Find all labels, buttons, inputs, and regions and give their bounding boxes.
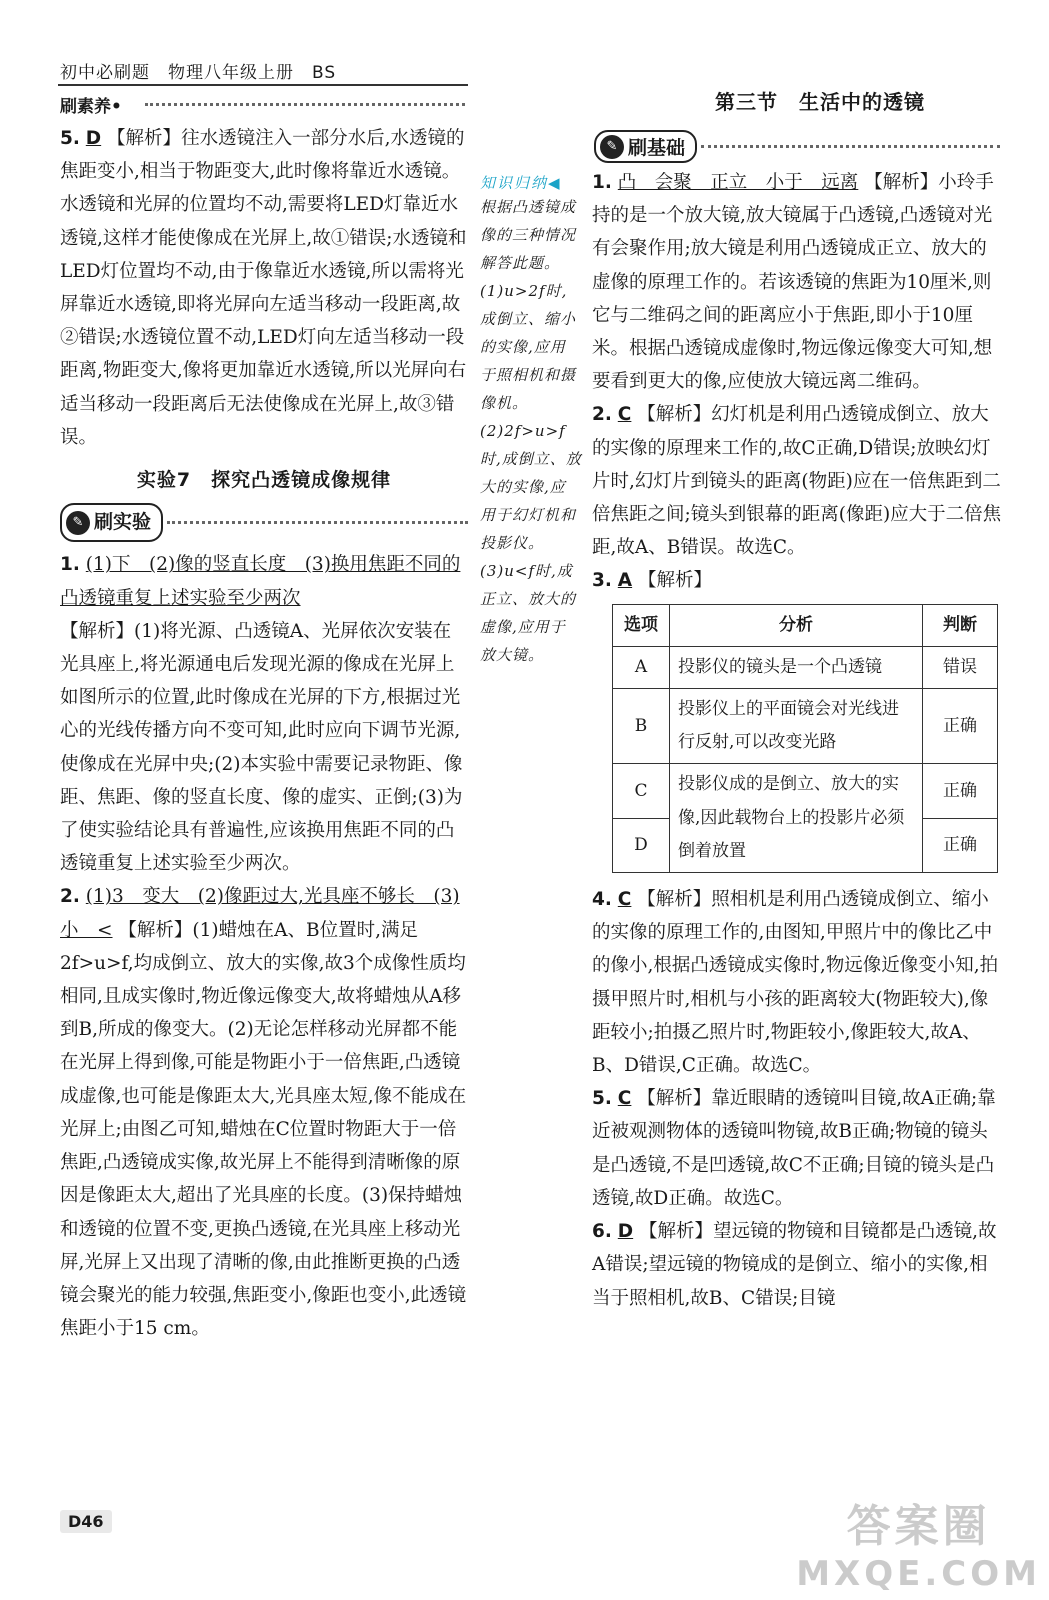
section-badge-shuasuyang: 刷素养• <box>60 97 122 117</box>
analysis-text: (1)蜡烛在A、B位置时,满足2f>u>f,均成倒立、放大的实像,故3个成像性质均相同,且成实像时,物近像远像变大,故将蜡烛从A移到B,所成的像变大。(2)无论怎样移动光屏都不能在光屏上得到像,可能是物距小于一倍焦距,凸透镜成虚像,也可能是像距太大,光具座太短,像不能成在光屏上;由图乙可知,蜡烛在C位置时物距大于一倍焦距,凸透镜成实像,故光屏上不能得到清晰像的原因是像距太大,超出了光具座的长度。(3)保持蜡烛和透镜的位置不变,更换凸透镜,在光具座上移动光屏,光屏上又出现了清晰的像,由此推断更换的凸透镜会聚光的能力较强,焦距变小,像距也变小,此透镜焦距小于15 cm。 <box>60 919 467 1340</box>
analysis-label: 【解析】 <box>638 570 713 592</box>
sidebar-line: 像机。 <box>480 394 529 412</box>
question-number: 6. <box>592 1221 612 1243</box>
option-cell: D <box>613 818 670 872</box>
analysis-label: 【解析】 <box>864 172 939 193</box>
answer-block-q1 <box>592 166 1002 398</box>
question-number: 1. <box>592 172 612 193</box>
analysis-text: 望远镜的物镜和目镜都是凸透镜,故A错误;望远镜的物镜成的是倒立、缩小的实像,相当于照相机,故B、C错误;目镜 <box>592 1221 997 1309</box>
answer-block-q5 <box>592 1082 1002 1215</box>
analysis-label: 【解析】 <box>637 889 712 911</box>
answer-block-q4 <box>592 883 1002 1082</box>
question-number: 2. <box>60 886 80 908</box>
brush-icon: ✎ <box>600 135 624 159</box>
analysis-table <box>612 604 998 873</box>
answer-letter: D <box>617 1221 634 1243</box>
analysis-text: 照相机是利用凸透镜成倒立、缩小的实像的原理工作的,由图知,甲照片中的像比乙中的像小,根据凸透镜成实像时,物远像近像变小知,拍摄甲照片时,相机与小孩的距离较大(物距较大),像距较小;拍摄乙照片时,物距较小,像距较大,故A、B、D错误,C正确。故选C。 <box>592 889 999 1077</box>
answer-block-exp-q1 <box>60 548 468 880</box>
column-header: 判断 <box>923 604 998 646</box>
answer-letter: D <box>85 128 102 149</box>
watermark-line2: MXQE.COM <box>796 1554 1041 1594</box>
analysis-label: 【解析】 <box>639 1221 714 1243</box>
header-divider <box>58 84 468 86</box>
sidebar-line: 大的实像,应 <box>480 478 566 496</box>
answer-text: (1)3 变大 (2)像距过大,光具座不够长 (3)小 < <box>60 886 460 941</box>
answer-block-q2 <box>592 398 1002 564</box>
sidebar-line: 的实像,应用 <box>480 338 566 356</box>
basic-badge-row <box>594 130 1000 163</box>
sidebar-line: (1)u>2f时, <box>480 282 568 300</box>
sidebar-line: 成倒立、缩小 <box>480 310 577 328</box>
answer-letter: A <box>617 570 633 592</box>
sidebar-line: (2)2f>u>f <box>480 422 566 440</box>
judgement-cell: 正确 <box>923 818 998 872</box>
column-header: 分析 <box>670 604 923 646</box>
judgement-cell: 正确 <box>923 764 998 818</box>
watermark-line1: 答案圈 <box>846 1501 991 1552</box>
experiment-badge <box>60 503 163 542</box>
badge-dotted-rule <box>167 521 468 524</box>
column-header: 选项 <box>613 604 670 646</box>
answer-block-q5 <box>60 122 468 454</box>
badge-dotted-rule <box>701 145 1000 148</box>
option-cell: B <box>613 689 670 764</box>
sidebar-line: 时,成倒立、放 <box>480 450 582 468</box>
sidebar-line: 放大镜。 <box>480 646 545 664</box>
sidebar-line: 正立、放大的 <box>480 590 577 608</box>
analysis-cell: 投影仪上的平面镜会对光线进行反射,可以改变光路 <box>670 689 923 764</box>
answer-letter: C <box>617 404 632 426</box>
sidebar-heading: 知识归纳◀ <box>480 174 562 192</box>
analysis-text: 靠近眼睛的透镜叫目镜,故A正确;靠近被观测物体的透镜叫物镜,故B正确;物镜的镜头是凸透镜,不是凹透镜,故C不正确;目镜的镜头是凸透镜,故D正确。故选C。 <box>592 1088 996 1209</box>
analysis-cell: 投影仪的镜头是一个凸透镜 <box>670 646 923 688</box>
section-title: 第三节 生活中的透镜 <box>715 90 925 114</box>
answer-letter: C <box>617 1088 632 1110</box>
analysis-label: 【解析】 <box>60 620 135 642</box>
answer-letter: C <box>617 889 632 911</box>
basic-badge-label: 刷基础 <box>628 137 686 159</box>
analysis-label: 【解析】 <box>107 128 182 149</box>
question-number: 5. <box>592 1088 612 1110</box>
knowledge-summary-sidebar <box>480 172 590 669</box>
table-header-row <box>613 604 998 646</box>
analysis-text: (1)将光源、凸透镜A、光屏依次安装在光具座上,将光源通电后发现光源的像成在光屏上如图所示的位置,此时像成在光屏的下方,根据过光心的光线传播方向不变可知,此时应向下调节光源,使像成在光屏中央;(2)本实验中需要记录物距、像距、焦距、像的竖直长度、像的虚实、正倒;(3)为了使实验结论具有普遍性,应该换用焦距不同的凸透镜重复上述实验至少两次。 <box>60 620 463 875</box>
experiment-badge-label: 刷实验 <box>94 511 152 534</box>
sidebar-line: (3)u<f时,成 <box>480 562 573 580</box>
sidebar-line: 用于幻灯机和 <box>480 506 577 524</box>
question-number: 5. <box>60 128 80 149</box>
answer-text: 凸 会聚 正立 小于 远离 <box>617 172 859 193</box>
question-number: 1. <box>60 554 80 576</box>
left-column <box>60 122 468 1345</box>
analysis-label: 【解析】 <box>637 1088 712 1110</box>
analysis-text: 小玲手持的是一个放大镜,放大镜属于凸透镜,凸透镜对光有会聚作用;放大镜是利用凸透镜成正立、放大的虚像的原理工作的。若该透镜的焦距为10厘米,则它与二维码之间的距离应小于焦距,即小于10厘米。根据凸透镜成虚像时,物远像远像变大可知,想要看到更大的像,应使放大镜远离二维码。 <box>592 172 994 393</box>
sidebar-line: 解答此题。 <box>480 254 561 272</box>
answer-text: (1)下 (2)像的竖直长度 (3)换用焦距不同的凸透镜重复上述实验至少两次 <box>60 554 461 609</box>
basic-badge <box>594 130 697 163</box>
watermark <box>796 1490 1041 1594</box>
table-row <box>613 646 998 688</box>
experiment-badge-row <box>60 503 468 542</box>
table-row <box>613 764 998 818</box>
answer-block-q6 <box>592 1215 1002 1315</box>
header-dotted-rule <box>145 103 465 106</box>
page-number: D46 <box>60 1510 112 1533</box>
analysis-text: 往水透镜注入一部分水后,水透镜的焦距变小,相当于物距变大,此时像将靠近水透镜。水透镜和光屏的位置均不动,需要将LED灯靠近水透镜,这样才能使像成在光屏上,故①错误;水透镜和LED灯位置均不动,由于像靠近水透镜,所以需将光屏靠近水透镜,即将光屏向左适当移动一段距离,故②错误;水透镜位置不动,LED灯向左适当移动一段距离,物距变大,像将更加靠近水透镜,所以光屏向右适当移动一段距离后无法使像成在光屏上,故③错误。 <box>60 128 467 448</box>
sidebar-line: 于照相机和摄 <box>480 366 577 384</box>
analysis-cell: 投影仪成的是倒立、放大的实像,因此载物台上的投影片必须倒着放置 <box>670 764 923 873</box>
judgement-cell: 错误 <box>923 646 998 688</box>
analysis-label: 【解析】 <box>637 404 712 426</box>
analysis-text: 幻灯机是利用凸透镜成倒立、放大的实像的原理来工作的,故C正确,D错误;放映幻灯片时,幻灯片到镜头的距离(物距)应在一倍焦距到二倍焦距之间;镜头到银幕的距离(像距)应大于二倍焦距,故A、B错误。故选C。 <box>592 404 1002 559</box>
book-header: 初中必刷题 物理八年级上册 BS <box>60 63 337 83</box>
analysis-label: 【解析】 <box>118 919 193 941</box>
sidebar-line: 虚像,应用于 <box>480 618 566 636</box>
answer-block-q3 <box>592 564 1002 597</box>
option-cell: C <box>613 764 670 818</box>
sidebar-line: 投影仪。 <box>480 534 545 552</box>
sidebar-line: 根据凸透镜成 <box>480 198 577 216</box>
sidebar-line: 像的三种情况 <box>480 226 577 244</box>
answer-block-exp-q2 <box>60 880 468 1345</box>
question-number: 2. <box>592 404 612 426</box>
right-column <box>592 166 1002 1315</box>
table-row <box>613 689 998 764</box>
question-number: 3. <box>592 570 612 592</box>
question-number: 4. <box>592 889 612 911</box>
brush-icon: ✎ <box>66 511 90 535</box>
sidebar-body <box>480 193 590 669</box>
experiment-title: 实验7 探究凸透镜成像规律 <box>136 469 392 492</box>
option-cell: A <box>613 646 670 688</box>
judgement-cell: 正确 <box>923 689 998 764</box>
